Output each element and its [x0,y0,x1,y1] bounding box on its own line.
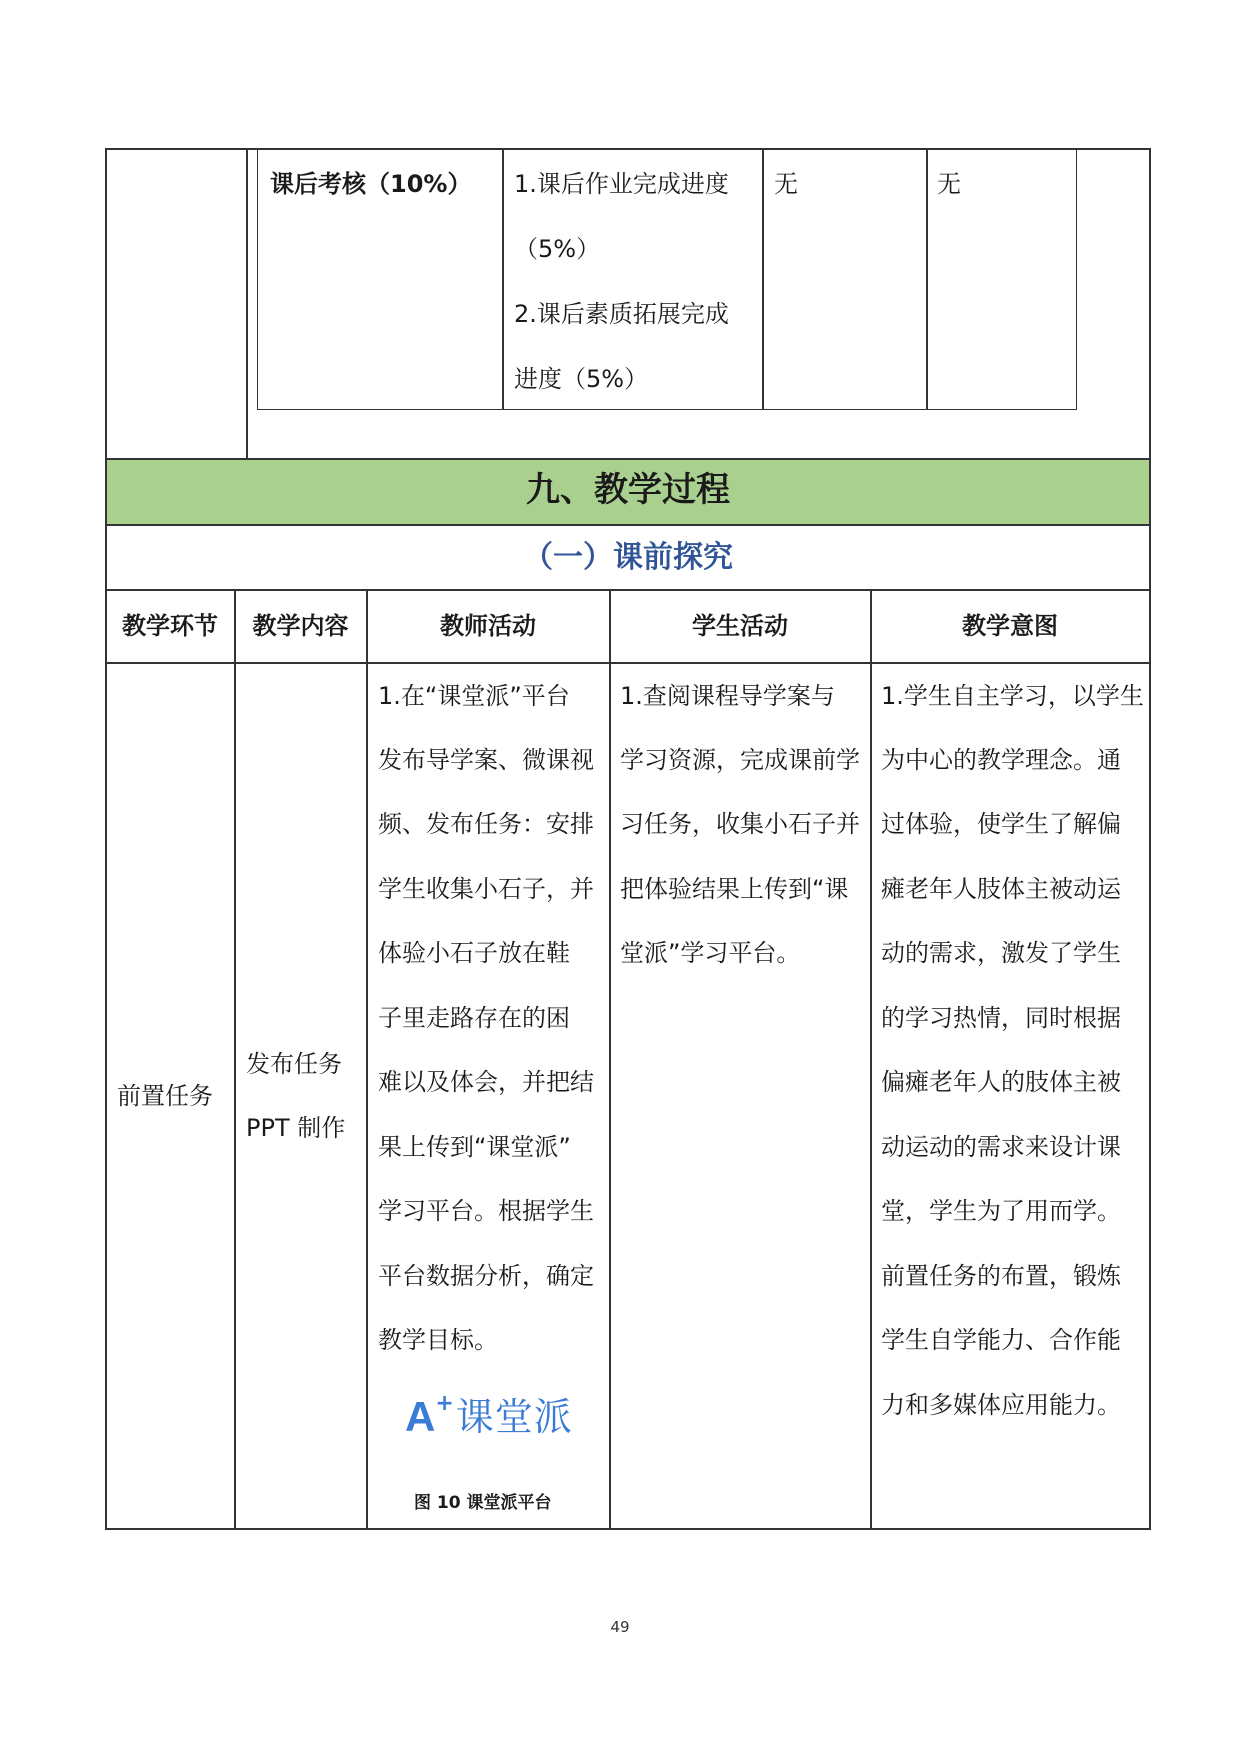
header-student: 学生活动 [692,612,788,640]
teacher-line: 学生收集小石子，并 [378,875,594,903]
section-title-band [106,458,1150,524]
assessment-col4-value: 无 [937,170,961,198]
student-line: 把体验结果上传到“课 [620,875,849,903]
header-bottom-border [105,662,1151,664]
inner-divider-3 [926,150,928,410]
intent-line: 偏瘫老年人的肢体主被 [881,1068,1121,1096]
col-divider-3 [609,589,611,1529]
intent-line: 动运动的需求来设计课 [881,1133,1121,1161]
process-bottom-border [105,1528,1151,1530]
figure-caption: 图 10 课堂派平台 [414,1493,552,1513]
logo-a-icon: A [405,1393,436,1440]
ketangpai-logo [405,1392,573,1442]
logo-text: 课堂派 [455,1395,573,1439]
header-content: 教学内容 [252,612,349,640]
intent-line: 为中心的教学理念。通 [881,746,1121,774]
teacher-line: 教学目标。 [378,1326,498,1354]
teacher-line: 平台数据分析，确定 [378,1262,594,1290]
intent-line: 前置任务的布置，锻炼 [881,1262,1121,1290]
student-line: 习任务，收集小石子并 [620,810,860,838]
header-teacher: 教师活动 [440,612,536,640]
header-stage: 教学环节 [122,612,218,640]
teacher-line: 1.在“课堂派”平台 [378,682,570,710]
intent-line: 的学习热情，同时根据 [881,1004,1121,1032]
teacher-line: 学习平台。根据学生 [378,1197,594,1225]
assessment-item-1: 1.课后作业完成进度 [514,170,729,198]
logo-plus-icon: + [435,1390,454,1416]
intent-line: 堂，学生为了用而学。 [881,1197,1121,1225]
teacher-line: 子里走路存在的困 [378,1004,570,1032]
teacher-line: 发布导学案、微课视 [378,746,594,774]
teacher-line: 频、发布任务：安排 [378,810,594,838]
page-number: 49 [610,1618,630,1636]
subtitle-row [106,526,1150,590]
student-line: 堂派”学习平台。 [620,939,801,967]
inner-divider-2 [762,150,764,410]
assessment-col3-value: 无 [774,170,798,198]
col-divider-4 [870,589,872,1529]
assessment-item-3: 2.课后素质拓展完成 [514,300,729,328]
outer-inner-divider [246,148,248,458]
col-divider-1 [234,589,236,1529]
student-line: 学习资源，完成课前学 [620,746,860,774]
assessment-item-4: 进度（5%） [514,365,649,393]
section-subtitle: （一）课前探究 [523,540,733,575]
content-line-1: 发布任务 [246,1050,342,1078]
teacher-line: 体验小石子放在鞋 [378,939,570,967]
page-number-row [0,1618,1240,1636]
intent-line: 学生自学能力、合作能 [881,1326,1121,1354]
header-intent: 教学意图 [962,612,1058,640]
inner-divider-1 [502,150,504,410]
section-title: 九、教学过程 [526,470,730,510]
section-band-top-border [105,458,1151,460]
student-line: 1.查阅课程导学案与 [620,682,835,710]
assessment-item-2: （5%） [514,235,601,263]
outer-left-border [105,148,107,458]
outer-right-border [1149,148,1151,458]
content-line-2: PPT 制作 [246,1114,346,1142]
col-divider-2 [366,589,368,1529]
intent-line: 过体验，使学生了解偏 [881,810,1121,838]
intent-line: 动的需求，激发了学生 [881,939,1121,967]
assessment-row-label: 课后考核（10%） [270,170,472,198]
teacher-line: 难以及体会，并把结 [378,1068,594,1096]
intent-line: 力和多媒体应用能力。 [881,1391,1121,1419]
teacher-line: 果上传到“课堂派” [378,1133,571,1161]
stage-label: 前置任务 [117,1082,213,1110]
process-right-border [1149,458,1151,1530]
intent-line: 1.学生自主学习，以学生 [881,682,1144,710]
intent-line: 瘫老年人肢体主被动运 [881,875,1121,903]
